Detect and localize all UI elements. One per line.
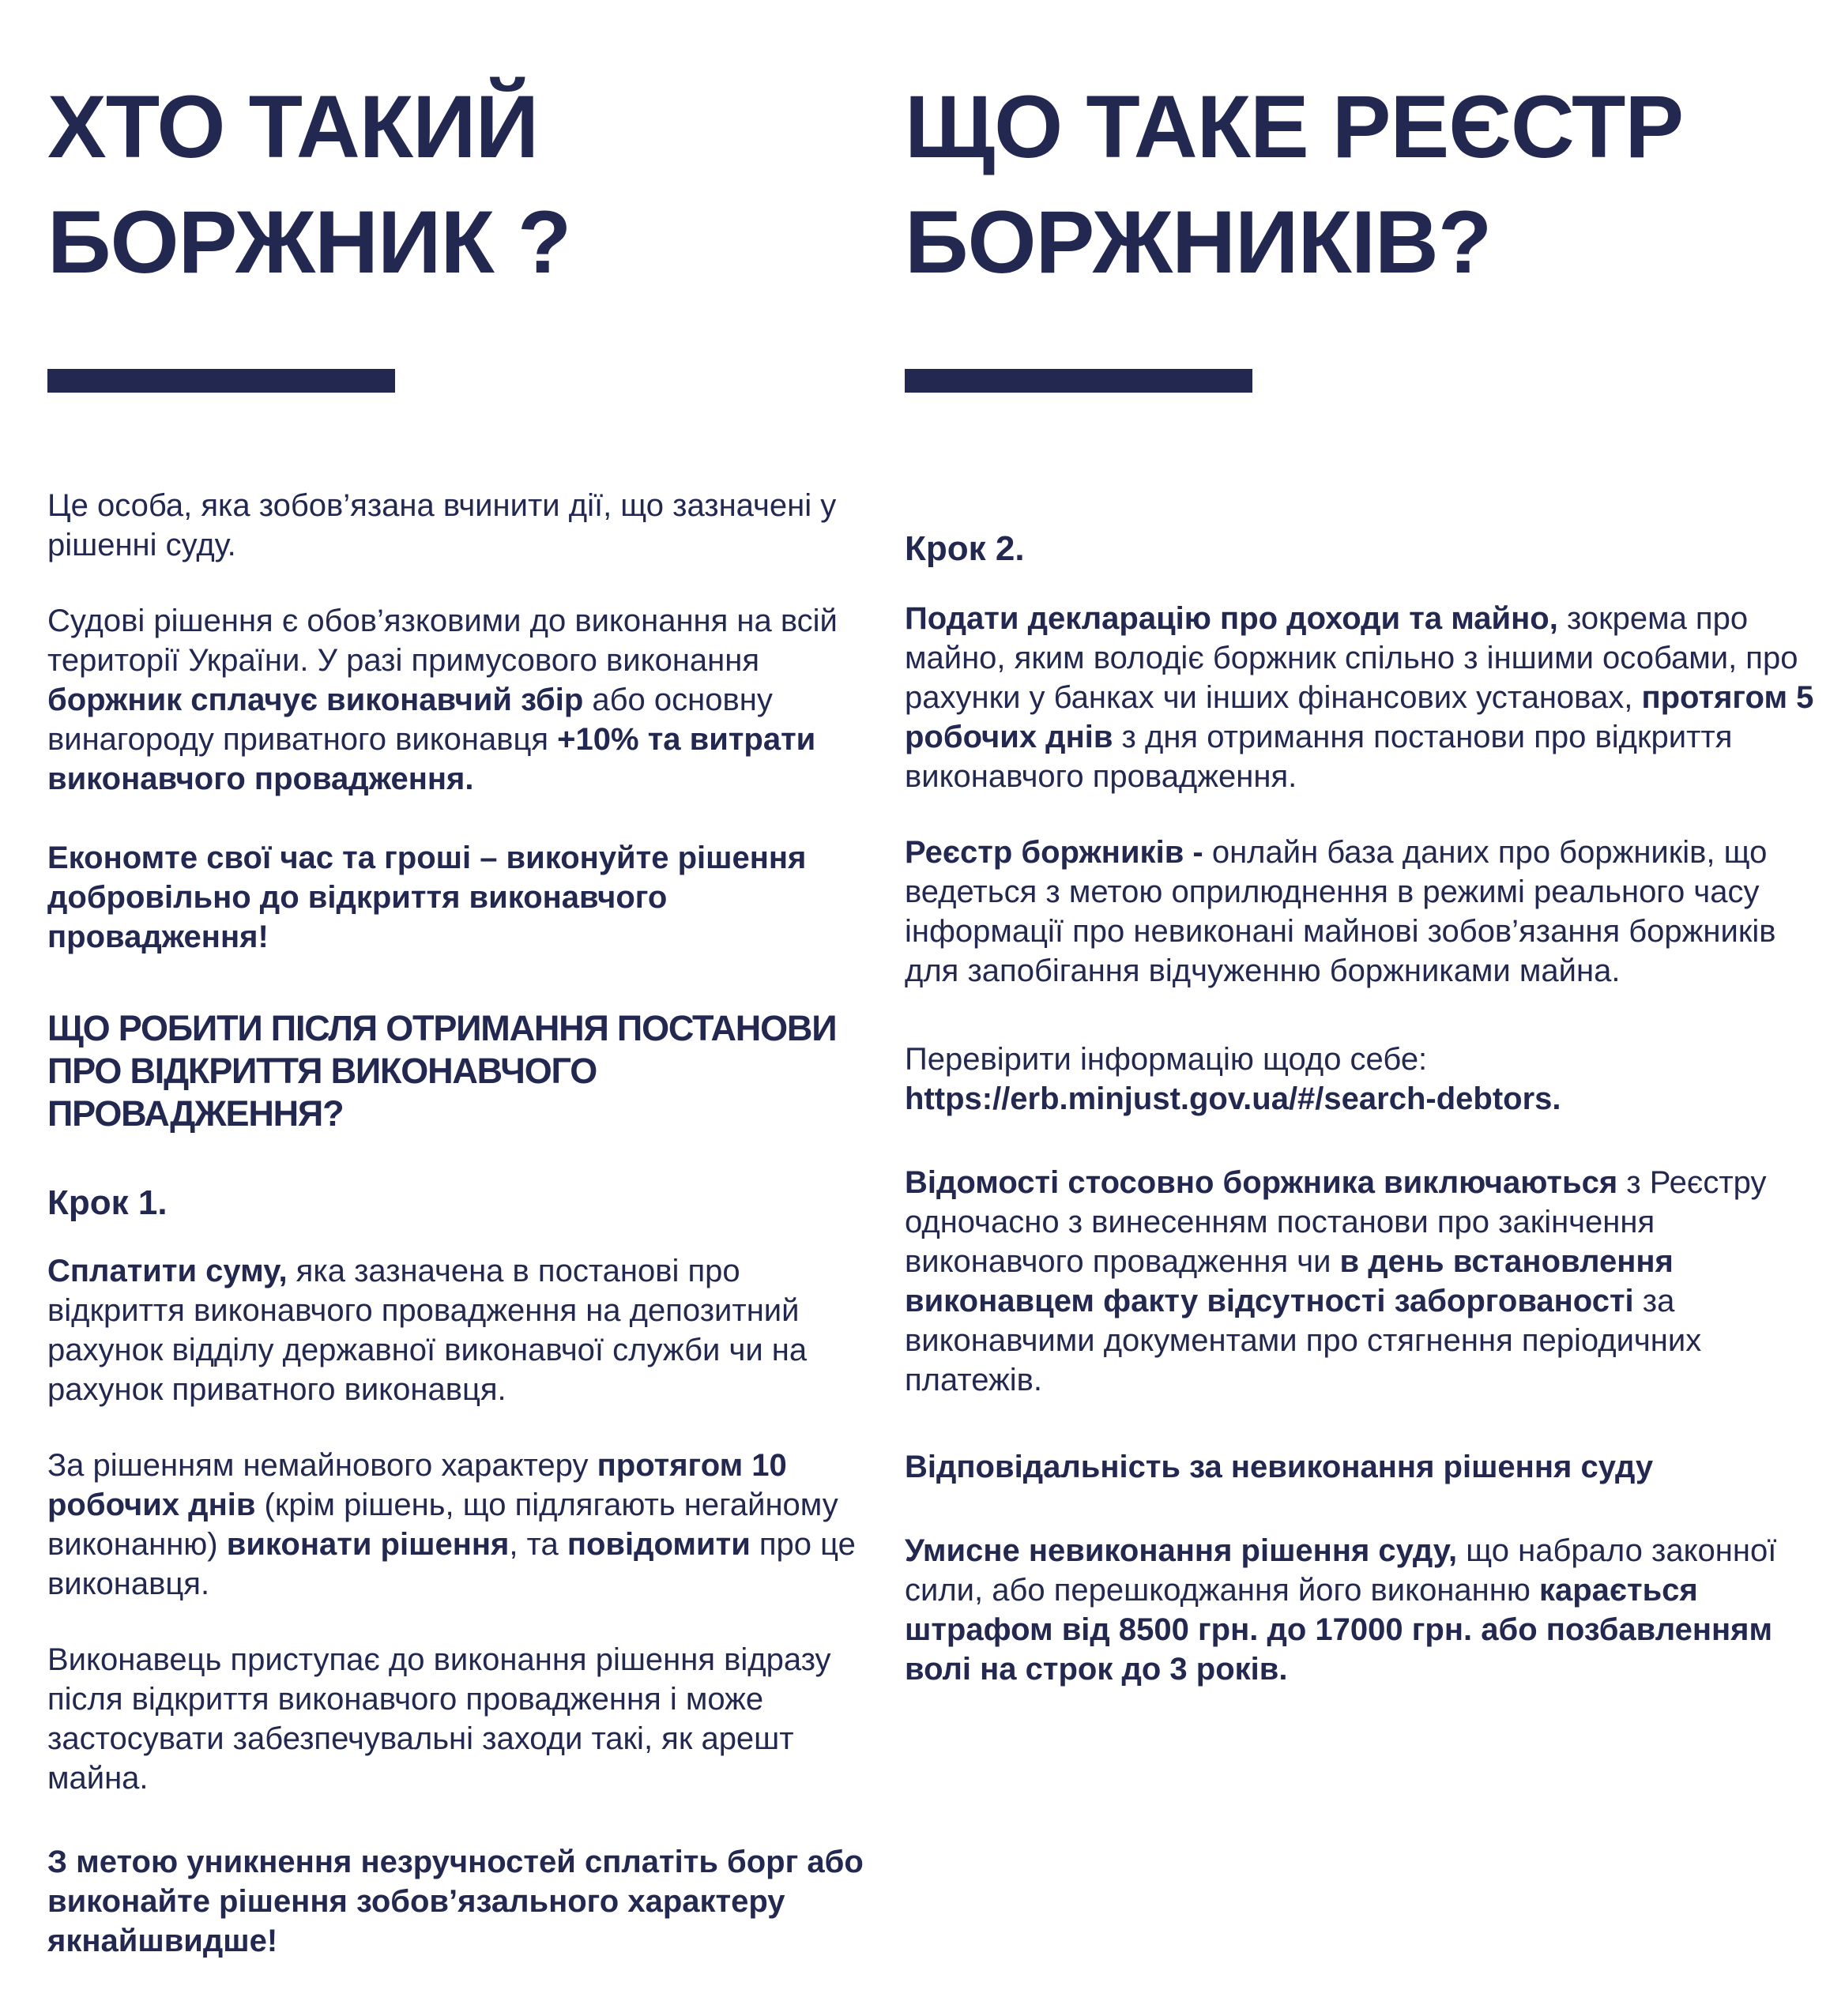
check-info-paragraph xyxy=(905,1040,1833,1119)
bold-text-run: Крок 1. xyxy=(47,1183,168,1223)
step-1-heading xyxy=(47,1181,877,1224)
declaration-paragraph xyxy=(905,599,1833,796)
right-title-underline-bar xyxy=(905,369,1252,393)
right-column xyxy=(905,70,1833,1689)
intro-paragraph xyxy=(47,486,877,565)
bold-text-run: Сплатити суму, xyxy=(47,1254,288,1289)
bold-text-run: протягом 5 робочих днів xyxy=(905,680,1814,755)
non-property-decision-paragraph xyxy=(47,1446,877,1604)
right-title xyxy=(905,70,1833,299)
bold-text-run: протягом 10 робочих днів xyxy=(47,1448,787,1523)
pay-sum-paragraph xyxy=(47,1251,877,1409)
text-run: зокрема про майно, яким володіє боржник спільно з іншими особами, про рахунки у банках чи інших фінансових установах, xyxy=(905,601,1798,716)
right-title-line1: ЩО ТАКЕ РЕЄСТР xyxy=(905,77,1684,176)
executor-actions-paragraph xyxy=(47,1640,877,1798)
text-run: Виконавець приступає до виконання рішення відразу після відкриття виконавчого провадження і може застосувати забезпечувальні заходи такі, як арешт майна. xyxy=(47,1642,831,1796)
bold-text-run: З метою уникнення незручностей сплатіть борг або виконайте рішення зобов’язального характеру якнайшвидше! xyxy=(47,1845,864,1959)
left-title-underline-bar xyxy=(47,369,395,393)
bold-text-run: повідомити xyxy=(567,1527,751,1563)
text-run: онлайн база даних про боржників, що ведеться з метою оприлюднення в режимі реального часу інформації про невиконані майнові зобов’язання боржників для запобігання відчуженню боржниками майна. xyxy=(905,835,1776,989)
save-time-callout xyxy=(47,838,877,957)
text-run: що набрало законної сили, або перешкоджання його виконанню xyxy=(905,1533,1777,1608)
text-run: За рішенням немайнового характеру xyxy=(47,1448,597,1484)
registry-url: https://erb.minjust.gov.ua/#/search-debtors. xyxy=(905,1081,1561,1117)
court-decisions-paragraph xyxy=(47,601,877,799)
what-to-do-heading xyxy=(47,1007,877,1135)
right-text-flow xyxy=(905,527,1833,1689)
left-title-line2: БОРЖНИК ? xyxy=(47,192,571,291)
text-run: (крім рішень, що підлягають негайному виконанню) xyxy=(47,1488,838,1563)
text-run: або основну винагороду приватного виконавця xyxy=(47,683,773,758)
bold-text-run: Реєстр боржників - xyxy=(905,835,1212,871)
bold-text-run: Економте свої час та гроші – виконуйте рішення добровільно до відкриття виконавчого провадження! xyxy=(47,841,807,955)
bold-text-run: Відомості стосовно боржника виключаються xyxy=(905,1165,1618,1201)
text-run: з дня отримання постанови про відкриття виконавчого провадження. xyxy=(905,720,1733,795)
bold-text-run: боржник сплачує виконавчий збір xyxy=(47,683,584,718)
bold-text-run: +10% та витрати виконавчого провадження. xyxy=(47,722,816,797)
text-run: , та xyxy=(509,1527,567,1563)
bold-text-run: Відповідальність за невиконання рішення суду xyxy=(905,1450,1654,1485)
text-run: про це виконавця. xyxy=(47,1527,856,1602)
bold-text-run: Крок 2. xyxy=(905,529,1025,569)
text-run: Це особа, яка зобов’язана вчинити дії, що зазначені у рішенні суду. xyxy=(47,488,837,563)
bold-text-run: в день встановлення виконавцем факту відсутності заборгованості xyxy=(905,1244,1674,1319)
left-title xyxy=(47,70,877,299)
text-run: Перевірити інформацію щодо себе: xyxy=(905,1042,1428,1078)
right-title-line2: БОРЖНИКІВ? xyxy=(905,192,1492,291)
registry-definition-paragraph xyxy=(905,833,1833,991)
left-column xyxy=(47,70,877,1961)
penalty-paragraph xyxy=(905,1531,1833,1689)
exclusion-paragraph xyxy=(905,1163,1833,1400)
step-2-heading xyxy=(905,527,1833,570)
bold-text-run: Умисне невиконання рішення суду, xyxy=(905,1533,1458,1569)
bold-text-run: Подати декларацію про доходи та майно, xyxy=(905,601,1558,637)
liability-heading xyxy=(905,1447,1833,1487)
left-text-flow xyxy=(47,486,877,1961)
text-run: за виконавчими документами про стягнення періодичних платежів. xyxy=(905,1284,1702,1398)
text-run: яка зазначена в постанові про відкриття виконавчого провадження на депозитний рахунок відділу державної виконавчої служби чи на рахунок приватного виконавця. xyxy=(47,1254,808,1408)
avoid-inconvenience-callout xyxy=(47,1842,877,1961)
bold-text-run: виконати рішення xyxy=(226,1527,510,1563)
bold-text-run: карається штрафом від 8500 грн. до 17000 грн. або позбавленням волі на строк до 3 років. xyxy=(905,1573,1773,1687)
text-run: з Реєстру одночасно з винесенням постанови про закінчення виконавчого провадження чи xyxy=(905,1165,1767,1280)
text-run: Судові рішення є обов’язковими до виконання на всій території України. У разі примусового виконання xyxy=(47,604,838,679)
left-title-line1: ХТО ТАКИЙ xyxy=(47,77,539,176)
bold-text-run: ЩО РОБИТИ ПІСЛЯ ОТРИМАННЯ ПОСТАНОВИ ПРО ВІДКРИТТЯ ВИКОНАВЧОГО ПРОВАДЖЕННЯ? xyxy=(47,1008,837,1134)
